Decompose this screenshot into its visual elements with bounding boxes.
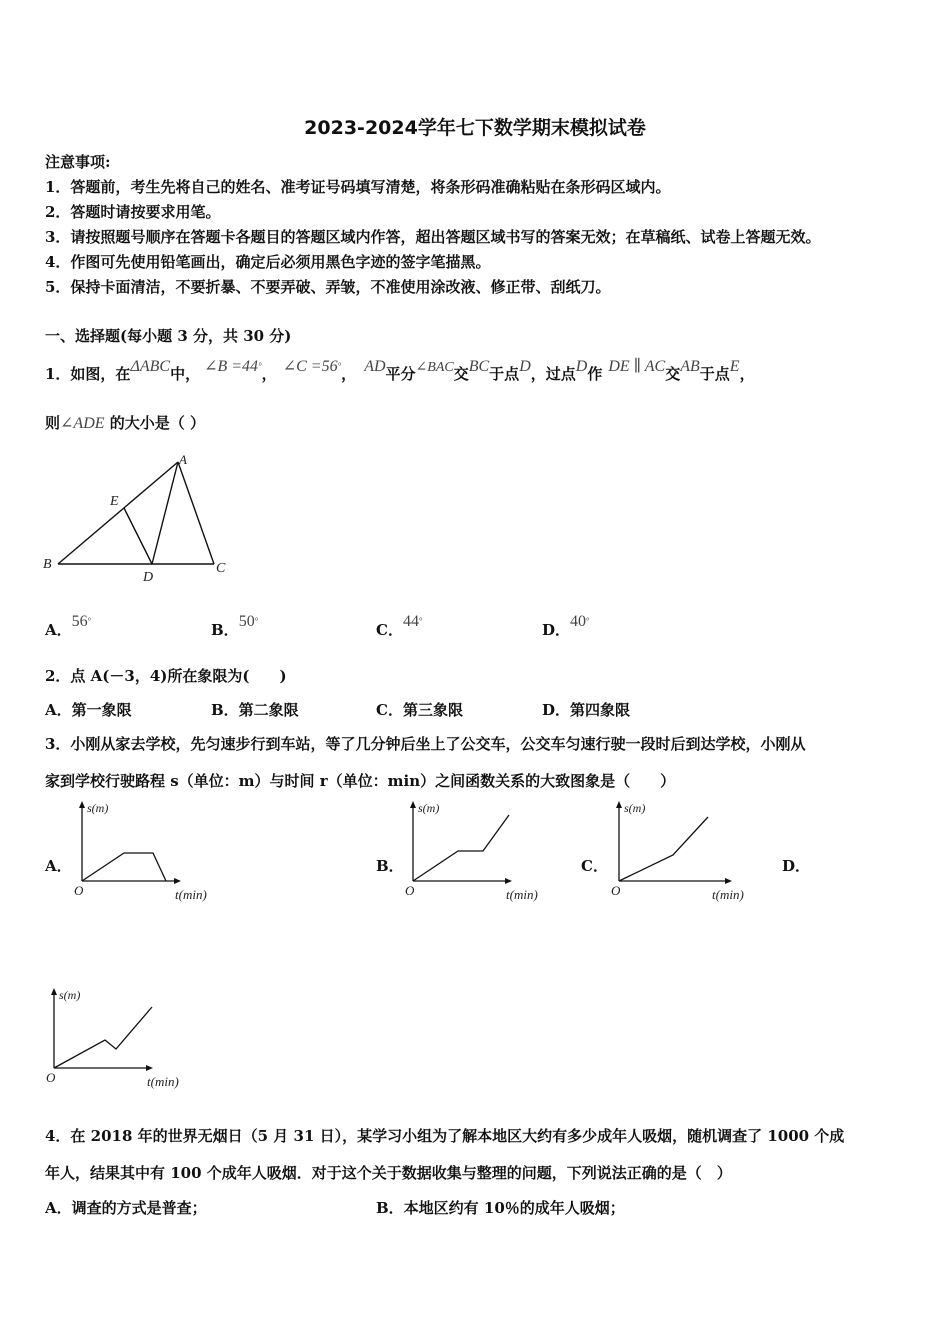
option-value [239,613,259,630]
degree-mark: ° [586,616,590,626]
q4-option-a: A．调查的方式是普查； [45,1199,207,1217]
q3-option-d-letter: D． [782,857,811,875]
x-axis-label: t(min) [506,887,538,902]
q1-option-a [45,613,92,641]
option-letter: A． [45,621,72,639]
option-letter: D． [542,621,571,639]
q3-option-a-letter: A． [45,857,72,875]
q1-text: 作 [587,365,603,383]
notice-item: 1．答题前，考生先将自己的姓名、准考证号码填写清楚，将条形码准确粘贴在条形码区域内。 [45,178,671,196]
q1-text: 中， [170,365,201,383]
origin-label: O [405,883,415,898]
q1-text: 于点 [489,365,520,383]
notice-item: 2．答题时请按要求用笔。 [45,203,221,221]
q3-graph-d [42,985,202,1100]
q1-text: 交 [453,365,469,383]
formula-angle-bac: ∠BAC [415,360,454,375]
formula-d: D [575,358,588,375]
option-letter: C． [376,621,403,639]
x-axis-label: t(min) [175,887,207,902]
y-axis-label: s(m) [87,801,109,815]
q1-text: 于点 [699,365,730,383]
q4-line2: 年人，结果其中有 100 个成年人吸烟．对于这个关于数据收集与整理的问题，下列说法正确的是（ ） [45,1164,732,1182]
option-value-text: 56 [71,613,88,630]
degree-mark: ° [418,616,423,626]
point-label-e: E [110,494,119,509]
y-axis-label: s(m) [624,801,646,815]
formula-triangle: ΔABC [130,358,171,375]
degree-mark: ° [87,616,92,626]
q3-graph-b [401,798,561,913]
q1-text: ，过点 [530,365,576,383]
formula-angle-ade: ∠ADE [60,415,105,432]
q3-option-b-letter: B． [376,857,404,875]
point-label-b: B [43,557,52,572]
formula-bc: BC [468,358,490,375]
q2-option-c: C．第三象限 [376,701,463,719]
section-heading: 一、选择题(每小题 3 分，共 30 分) [45,327,292,345]
notice-item: 5．保持卡面清洁，不要折暴、不要弄破、弄皱，不准使用涂改液、修正带、刮纸刀。 [45,278,611,296]
q4-line1: 4．在 2018 年的世界无烟日（5 月 31 日），某学习小组为了解本地区大约有多少成年人吸烟，随机调查了 1000 个成 [45,1127,845,1145]
q1-line1 [45,358,755,386]
q1-text: ， [261,365,277,383]
degree-mark: ° [337,361,342,371]
q2-option-a: A．第一象限 [45,701,132,719]
q1-text: 1．如图，在 [45,365,131,383]
q2-option-d: D．第四象限 [542,701,631,719]
y-axis-label: s(m) [59,988,81,1002]
q1-text: 平分 [385,365,416,383]
formula-ab: AB [680,358,700,375]
option-value-text: 44 [402,613,419,630]
y-axis-label: s(m) [418,801,440,815]
x-axis-label: t(min) [712,887,744,902]
notice-heading: 注意事项: [45,153,111,171]
formula-e: E [729,358,740,375]
formula-ad: AD [364,358,386,375]
notice-item: 4．作图可先使用铅笔画出，确定后必须用黑色字迹的签字笔描黑。 [45,253,491,271]
q3-line2: 家到学校行驶路程 s（单位：m）与时间 r（单位：min）之间函数关系的大致图象是（ ） [45,772,676,790]
notice-item: 3．请按照题号顺序在答题卡各题目的答题区域内作答，超出答题区域书写的答案无效；在草稿纸、试卷上答题无效。 [45,228,821,246]
q1-text: 的大小是（ ） [104,414,205,432]
formula-angle-b [204,358,262,375]
origin-label: O [46,1070,56,1085]
x-axis-label: t(min) [147,1074,179,1089]
formula-de-parallel-ac: DE ∥ AC [608,358,666,375]
q1-text: 交 [665,365,681,383]
degree-mark: ° [254,616,259,626]
formula-d: D [519,358,531,375]
q2-option-b: B．第二象限 [211,701,299,719]
page-title: 2023-2024学年七下数学期末模拟试卷 [304,117,646,139]
point-label-a: A [179,452,187,467]
q1-option-d [542,613,590,641]
degree-mark: ° [258,361,262,371]
option-value [403,613,423,630]
q1-text: ， [341,365,357,383]
origin-label: O [611,883,621,898]
q3-graph-c [607,798,767,913]
formula-angle-c [283,358,341,375]
point-label-d: D [143,570,154,585]
q2-text: 2．点 A(－3，4)所在象限为( ) [45,667,287,685]
q3-option-c-letter: C． [581,857,608,875]
q1-option-b [211,613,259,641]
q4-option-b: B．本地区约有 10％的成年人吸烟； [376,1199,625,1217]
q3-graph-a [70,798,230,913]
origin-label: O [74,883,84,898]
formula-angle-b-text: ∠B =44 [204,358,259,375]
q3-line1: 3．小刚从家去学校，先匀速步行到车站，等了几分钟后坐上了公交车，公交车匀速行驶一段时后到达学校，小刚从 [45,735,806,753]
option-value-text: 40 [570,613,587,630]
q1-line2 [45,413,205,434]
point-label-c: C [216,561,226,576]
formula-angle-c-text: ∠C =56 [282,358,338,375]
q1-option-c [376,613,423,641]
option-value [570,613,590,630]
option-letter: B． [211,621,239,639]
option-value [72,613,92,630]
option-value-text: 50 [238,613,255,630]
q1-text: ， [739,365,755,383]
q1-triangle-figure [40,450,240,590]
q1-text: 则 [45,414,61,432]
